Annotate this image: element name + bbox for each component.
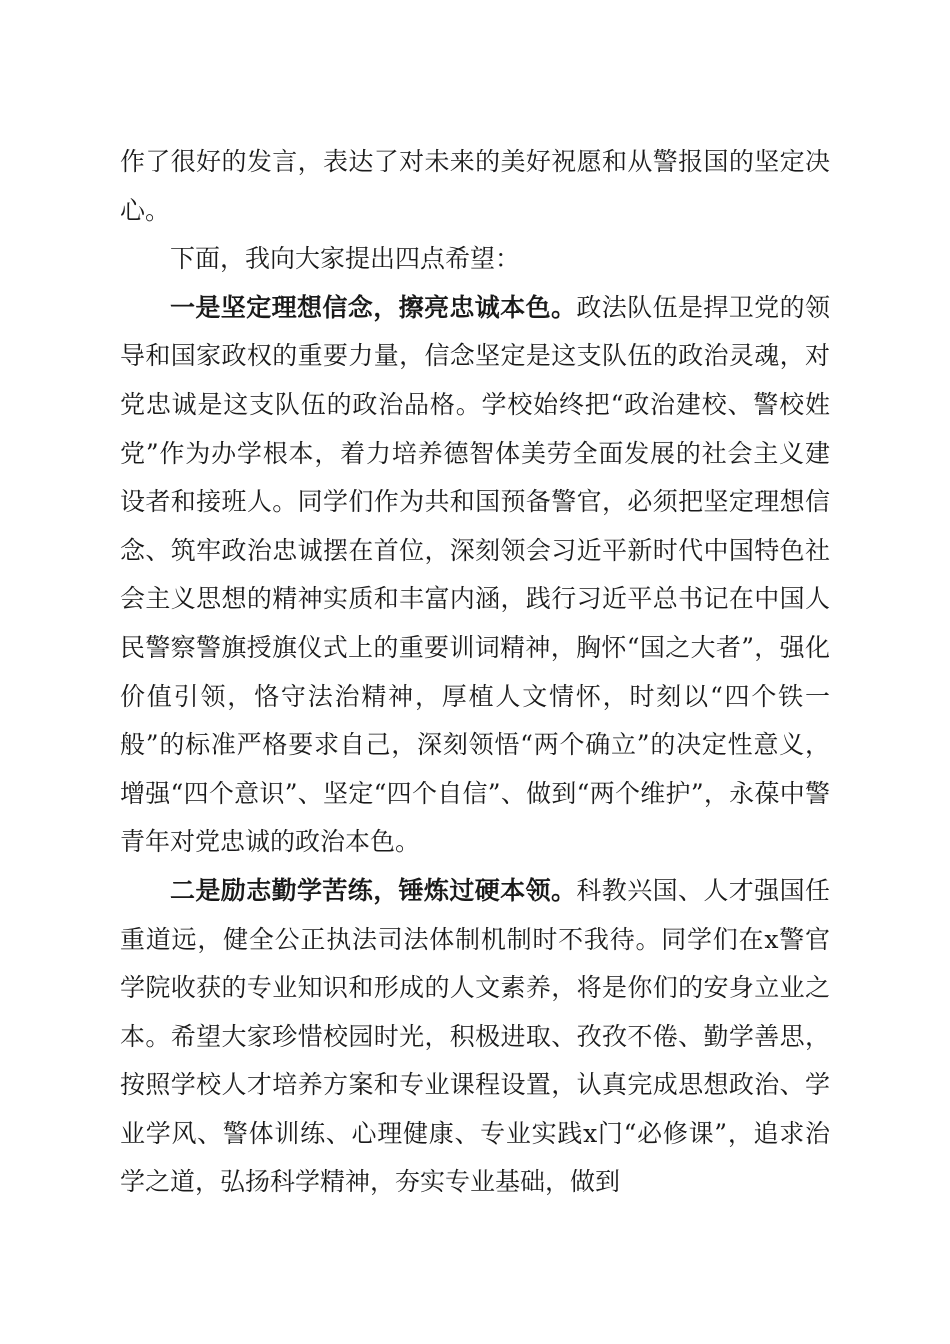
paragraph-text: 政法队伍是捍卫党的领导和国家政权的重要力量，信念坚定是这支队伍的政治灵魂，对党忠诚是这支队伍的政治品格。学校始终把“政治建校、警校姓党”作为办学根本，着力培养德智体美劳全面发展的社会主义建设者和接班人。同学们作为共和国预备警官，必须把坚定理想信念、筑牢政治忠诚摆在首位，深刻领会习近平新时代中国特色社会主义思想的精神实质和丰富内涵，践行习近平总书记在中国人民警察警旗授旗仪式上的重要训词精神，胸怀“国之大者”，强化价值引领，恪守法治精神，厚植人文情怀，时刻以“四个铁一般”的标准严格要求自己，深刻领悟“两个确立”的决定性意义，增强“四个意识”、坚定“四个自信”、做到“两个维护”，永葆中警青年对党忠诚的政治本色。 bbox=[120, 292, 830, 857]
paragraph-text: 科教兴国、人才强国任重道远，健全公正执法司法体制机制时不我待。同学们在x警官学院收获的专业知识和形成的人文素养，将是你们的安身立业之本。希望大家珍惜校园时光，积极进取、孜孜不倦、勤学善思，按照学校人才培养方案和专业课程设置，认真完成思想政治、学业学风、警体训练、心理健康、专业实践x门“必修课”，追求治学之道，弘扬科学精神，夯实专业基础，做到 bbox=[120, 875, 830, 1197]
paragraph-heading: 二是励志勤学苦练，锤炼过硬本领。 bbox=[170, 875, 577, 905]
document-page bbox=[120, 138, 830, 1207]
paragraph-continuation bbox=[120, 138, 830, 235]
paragraph-intro bbox=[120, 235, 830, 284]
paragraph-text: 作了很好的发言，表达了对未来的美好祝愿和从警报国的坚定决心。 bbox=[120, 147, 830, 225]
paragraph-text: 下面，我向大家提出四点希望： bbox=[170, 244, 521, 274]
paragraph-hope-two bbox=[120, 867, 830, 1207]
paragraph-heading: 一是坚定理想信念，擦亮忠诚本色。 bbox=[170, 292, 577, 322]
paragraph-hope-one bbox=[120, 284, 830, 867]
